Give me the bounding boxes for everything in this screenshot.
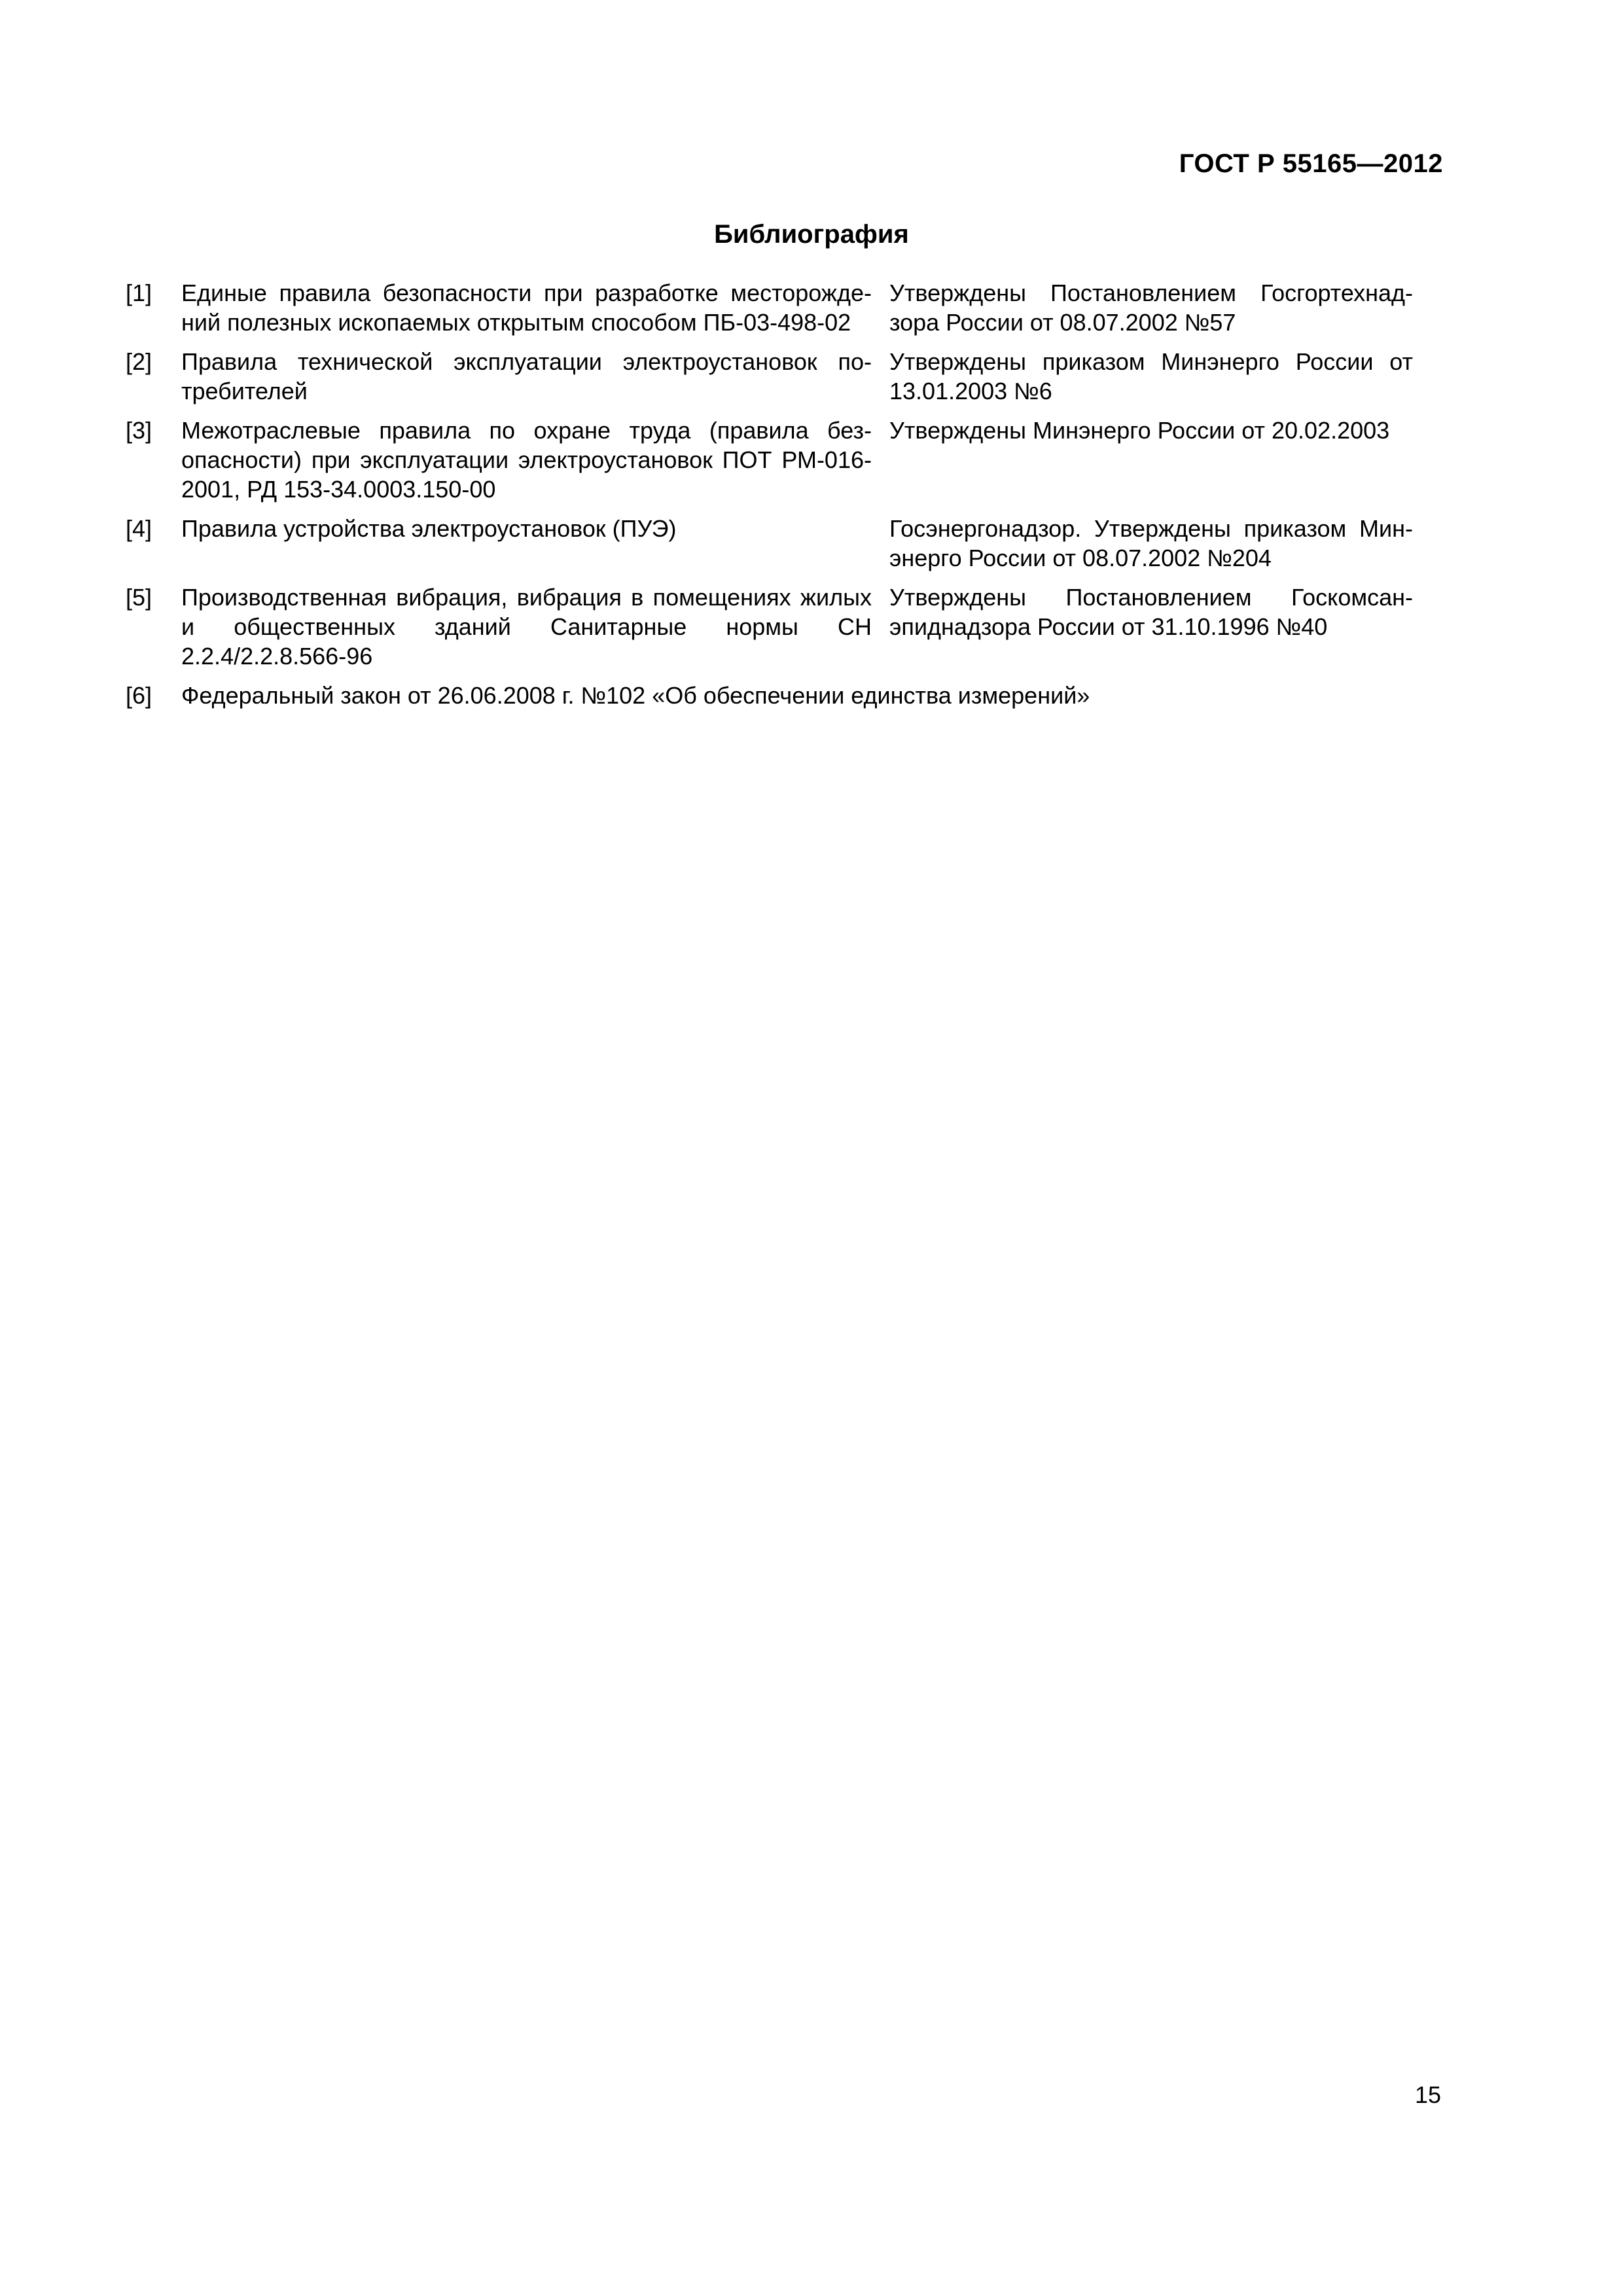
entry-approval-note: Утверждены Постановлением Госгортехнадзора России от 08.07.2002 №57 (889, 279, 1413, 336)
entry-title: Единые правила безопасности при разработке месторождений полезных ископаемых открытым способом ПБ-03-498-02 (181, 279, 872, 336)
bibliography-entry (126, 681, 1441, 710)
section-title: Библиография (714, 220, 909, 249)
page-number: 15 (1414, 2081, 1441, 2108)
bibliography-entry (126, 416, 1441, 504)
entry-title: Производственная вибрация, вибрация в помещениях жилых и общественных зданий Санитарные нормы СН 2.2.4/2.2.8.566-96 (181, 584, 872, 670)
bibliography-entry (126, 583, 1441, 671)
entry-approval-note: Утверждены приказом Минэнерго России от 13.01.2003 №6 (889, 348, 1413, 404)
document-code: ГОСТ Р 55165—2012 (1179, 149, 1443, 178)
bibliography-entry (126, 278, 1441, 337)
entry-title: Правила технической эксплуатации электроустановок потребителей (181, 348, 872, 404)
bibliography-list (126, 278, 1441, 720)
bibliography-entry (126, 514, 1441, 573)
entry-approval-note: Утверждены Минэнерго России от 20.02.2003 (889, 417, 1390, 444)
entry-number: [5] (126, 584, 152, 611)
entry-title: Правила устройства электроустановок (ПУЭ) (181, 515, 677, 542)
entry-number: [6] (126, 682, 152, 709)
entry-approval-note: Утверждены Постановлением Госкомсанэпиднадзора России от 31.10.1996 №40 (889, 584, 1413, 640)
bibliography-entry (126, 347, 1441, 406)
entry-number: [4] (126, 515, 152, 542)
entry-title: Федеральный закон от 26.06.2008 г. №102 «Об обеспечении единства измерений» (181, 682, 1090, 709)
entry-number: [2] (126, 348, 152, 375)
entry-approval-note: Госэнергонадзор. Утверждены приказом Минэнерго России от 08.07.2002 №204 (889, 515, 1413, 571)
entry-number: [1] (126, 279, 152, 306)
entry-title: Межотраслевые правила по охране труда (правила безопасности) при эксплуатации электроустановок ПОТ РМ-016-2001, РД 153-34.0003.150-00 (181, 417, 872, 503)
entry-number: [3] (126, 417, 152, 444)
